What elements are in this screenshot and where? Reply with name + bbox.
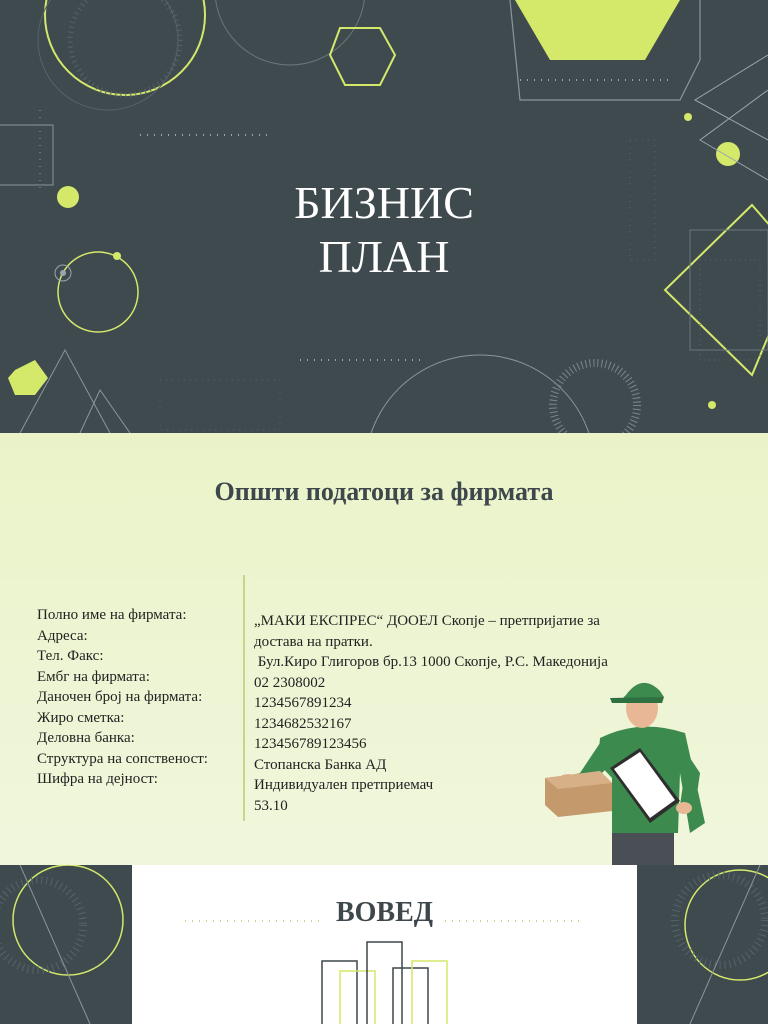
hexagon-accent — [515, 0, 680, 60]
slide-title: Општи податоци за фирмата — [214, 477, 554, 506]
value-row: 02 2308002 — [254, 674, 326, 691]
value-row: Стопанска Банка АД — [254, 756, 387, 773]
title-slide — [0, 0, 768, 433]
label-row: Шифра на дејност: — [37, 771, 158, 787]
label-row: Жиро сметка: — [37, 709, 125, 726]
value-row: „МАКИ ЕКСПРЕС“ ДООЕЛ Скопје – претпријатие за — [254, 613, 600, 629]
value-row: 1234682532167 — [254, 715, 352, 732]
label-row: Структура на сопственост: — [37, 750, 208, 767]
slide-title: ВОВЕД — [335, 897, 434, 928]
value-column — [254, 611, 634, 816]
label-row: Деловна банка: — [37, 730, 135, 746]
company-info-slide — [0, 433, 768, 865]
title-line-2: ПЛАН — [318, 231, 450, 282]
label-row: Полно име на фирмата: — [37, 607, 187, 623]
label-row: Ембг на фирмата: — [37, 668, 150, 685]
value-row: 1234567891234 — [254, 695, 352, 711]
label-column — [37, 605, 208, 790]
value-row: 123456789123456 — [254, 736, 367, 752]
value-row: Индивидуален претприемач — [254, 777, 434, 793]
value-row: достава на пратки. — [254, 633, 373, 650]
value-row: Бул.Киро Глигоров бр.13 1000 Скопје, Р.С. Македонија — [254, 654, 608, 670]
label-row: Тел. Факс: — [37, 648, 104, 664]
divider-line — [243, 575, 245, 821]
intro-decoration — [0, 865, 768, 1024]
intro-slide — [0, 865, 768, 1024]
label-row: Даночен број на фирмата: — [37, 689, 203, 705]
label-row: Адреса: — [37, 627, 88, 644]
value-row: 53.10 — [254, 797, 288, 814]
title-line-1: БИЗНИС — [294, 177, 474, 228]
